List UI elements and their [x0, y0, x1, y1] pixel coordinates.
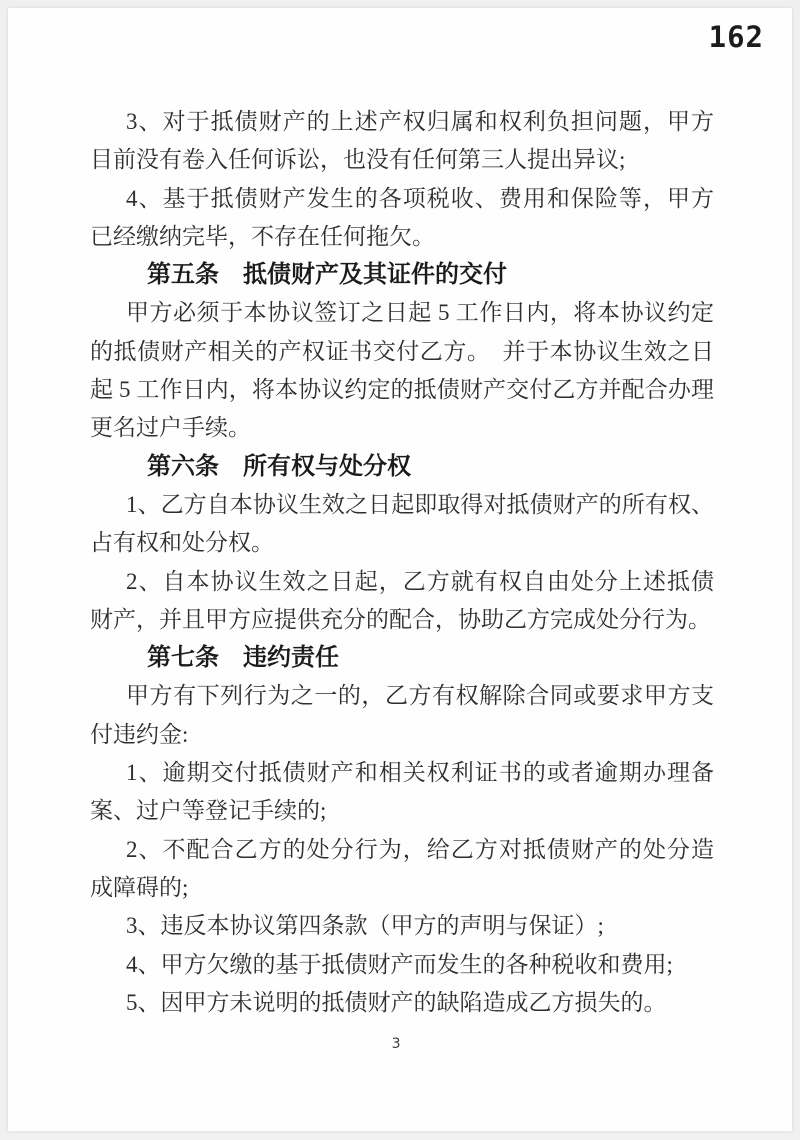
text-line: 3、对于抵债财产的上述产权归属和权利负担问题，甲方: [126, 109, 714, 134]
text-line: 更名过户手续。: [90, 415, 251, 441]
document-page: [8, 8, 792, 1131]
text-line: 甲方必须于本协议签订之日起 5 工作日内，将本协议约定: [126, 300, 714, 326]
text-line: 付违约金:: [90, 721, 189, 747]
text-line: 已经缴纳完毕，不存在任何拖欠。: [90, 223, 435, 249]
text-line: 财产，并且甲方应提供充分的配合，协助乙方完成处分行为。: [90, 606, 711, 632]
text-line: 2、自本协议生效之日起，乙方就有权自由处分上述抵债: [126, 568, 714, 594]
text-line: 5、因甲方未说明的抵债财产的缺陷造成乙方损失的。: [126, 989, 667, 1015]
text-line: 3、违反本协议第四条款（甲方的声明与保证）;: [126, 913, 604, 939]
footer-page-number: 3: [391, 1036, 401, 1052]
text-line: 2、不配合乙方的处分行为，给乙方对抵债财产的处分造: [126, 836, 714, 862]
document-body: [90, 103, 714, 1022]
section-heading: 第五条 抵债财产及其证件的交付: [147, 262, 507, 289]
text-line: 4、甲方欠缴的基于抵债财产而发生的各种税收和费用;: [126, 951, 673, 977]
text-line: 目前没有卷入任何诉讼，也没有任何第三人提出异议;: [90, 147, 626, 173]
text-line: 起 5 工作日内，将本协议约定的抵债财产交付乙方并配合办理: [90, 377, 714, 403]
text-line: 1、乙方自本协议生效之日起即取得对抵债财产的所有权、: [126, 491, 714, 517]
text-line: 案、过户等登记手续的;: [90, 798, 327, 824]
text-line: 占有权和处分权。: [90, 530, 274, 556]
text-line: 成障碍的;: [90, 874, 189, 900]
text-line: 甲方有下列行为之一的，乙方有权解除合同或要求甲方支: [126, 683, 714, 709]
page-number-corner: 162: [708, 20, 764, 54]
text-line: 的抵债财产相关的产权证书交付乙方。 并于本协议生效之日: [90, 338, 714, 364]
section-heading: 第七条 违约责任: [147, 645, 339, 672]
text-line: 1、逾期交付抵债财产和相关权利证书的或者逾期办理备: [126, 760, 714, 786]
section-heading: 第六条 所有权与处分权: [147, 453, 411, 480]
text-line: 4、基于抵债财产发生的各项税收、费用和保险等，甲方: [126, 185, 714, 211]
